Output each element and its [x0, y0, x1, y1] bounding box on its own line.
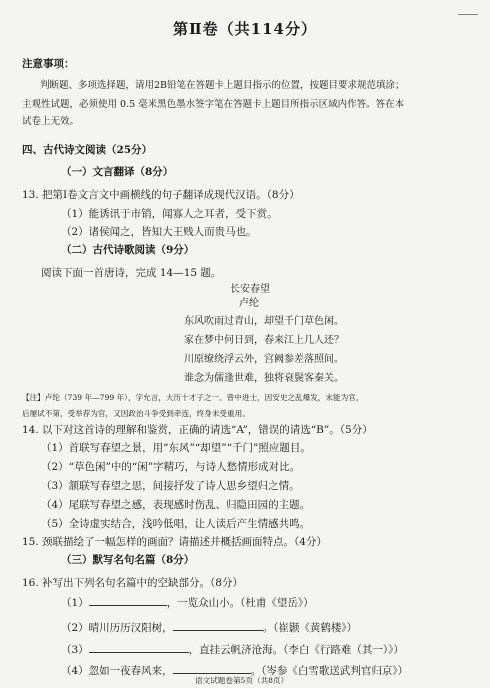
item-4-suffix: 。（岑参《白雪歌送武判官归京》） — [250, 665, 409, 677]
question-14-stem: 14. 以下对这首诗的理解和鉴赏，正确的请选“A”，错误的请选“B”。（5分） — [22, 424, 373, 436]
question-14-item-1: （1）首联写春望之景，用“东风”“却望”“千门”照应题目。 — [41, 442, 311, 454]
notice-line-3: 试卷上无效。 — [22, 116, 80, 127]
part-2-title: （二）古代诗歌阅读（9分） — [61, 244, 195, 256]
notice-heading: 注意事项： — [22, 58, 75, 70]
question-15-stem: 15. 颈联描绘了一幅怎样的画面？请描述并概括画面特点。（4分） — [22, 536, 327, 548]
poem-note-line-2: 后屡试不第，受举荐为官，又因政治斗争受到牵连，终身未受重用。 — [22, 409, 250, 418]
answer-blank-4[interactable] — [173, 663, 251, 674]
item-2-prefix: （2）晴川历历汉阳树， — [61, 622, 173, 634]
page-footer: 语文试题卷第5页（共8页） — [195, 676, 289, 685]
poem-line-1: 东风吹雨过青山，却望千门草色闲。 — [184, 316, 344, 327]
question-13-item-2: （2）诸侯闻之，皆知大王贱人而贵马也。 — [61, 226, 257, 238]
question-16-item-2 — [61, 620, 357, 635]
question-13-stem: 13. 把第Ⅰ卷文言文中画横线的句子翻译成现代汉语。（8分） — [22, 189, 300, 201]
question-14-item-3: （3）颔联写春望之思，间接抒发了诗人思乡望归之情。 — [41, 480, 300, 492]
item-3-prefix: （3） — [61, 644, 89, 656]
notice-line-1: 判断题、多项选择题，请用2B铅笔在答题卡上题目指示的位置，按题目要求规范填涂； — [40, 80, 405, 91]
poem-note-line-1: 【注】卢纶（739 年—799 年），字允言，大历十才子之一。曾中进士，因安史之乱爆发，未能为官， — [22, 393, 364, 402]
poem-line-4: 谁念为儒逢世难，独将衰鬓客秦关。 — [184, 373, 344, 384]
part-3-title: （三）默写名句名篇（8分） — [61, 554, 195, 566]
poem-line-3: 川原缭绕浮云外，宫阙参差落照间。 — [184, 354, 344, 365]
answer-blank-2[interactable] — [173, 620, 263, 631]
part-1-title: （一）文言翻译（8分） — [61, 166, 174, 178]
item-1-suffix: ，一览众山小。（杜甫《望岳》） — [166, 597, 314, 609]
item-2-suffix: 。（崔颢《黄鹤楼》） — [262, 622, 358, 634]
notice-line-2: 主观性试题，必须使用 0.5 毫米黑色墨水签字笔在答题卡上题目所指示区域内作答。答在本 — [22, 99, 405, 110]
question-16-item-3 — [61, 642, 404, 657]
question-14-item-4: （4）尾联写春望之感，表现感时伤乱、归隐田园的主题。 — [41, 499, 311, 511]
question-14-item-5: （5）全诗虚实结合，浅吟低唱，让人读后产生情感共鸣。 — [41, 518, 311, 530]
page-title: 第Ⅱ卷（共114分） — [173, 20, 317, 38]
answer-blank-1[interactable] — [89, 595, 167, 606]
item-4-prefix: （4）忽如一夜春风来， — [61, 665, 173, 677]
poem-author: 卢纶 — [239, 298, 259, 309]
answer-blank-3[interactable] — [89, 642, 189, 653]
question-13-item-1: （1）能诱讯于市销，闻寡人之耳者，受下赏。 — [61, 208, 278, 220]
poem-title: 长安春望 — [230, 284, 270, 295]
part-2-intro: 阅读下面一首唐诗，完成 14—15 题。 — [41, 267, 222, 279]
question-16-stem: 16. 补写出下列名句名篇中的空缺部分。（8分） — [22, 577, 243, 589]
question-14-item-2: （2）“草色闲”中的“闲”字精巧，与诗人愁情形成对比。 — [41, 461, 301, 473]
question-16-item-1 — [61, 595, 314, 610]
item-3-suffix: ，直挂云帆济沧海。（李白《行路难（其一）》） — [188, 644, 404, 656]
page-corner-mark — [458, 14, 478, 15]
poem-line-2: 家在梦中何日到，春来江上几人还？ — [184, 335, 344, 346]
item-1-prefix: （1） — [61, 597, 89, 609]
section-4-title: 四、古代诗文阅读（25分） — [22, 144, 153, 156]
